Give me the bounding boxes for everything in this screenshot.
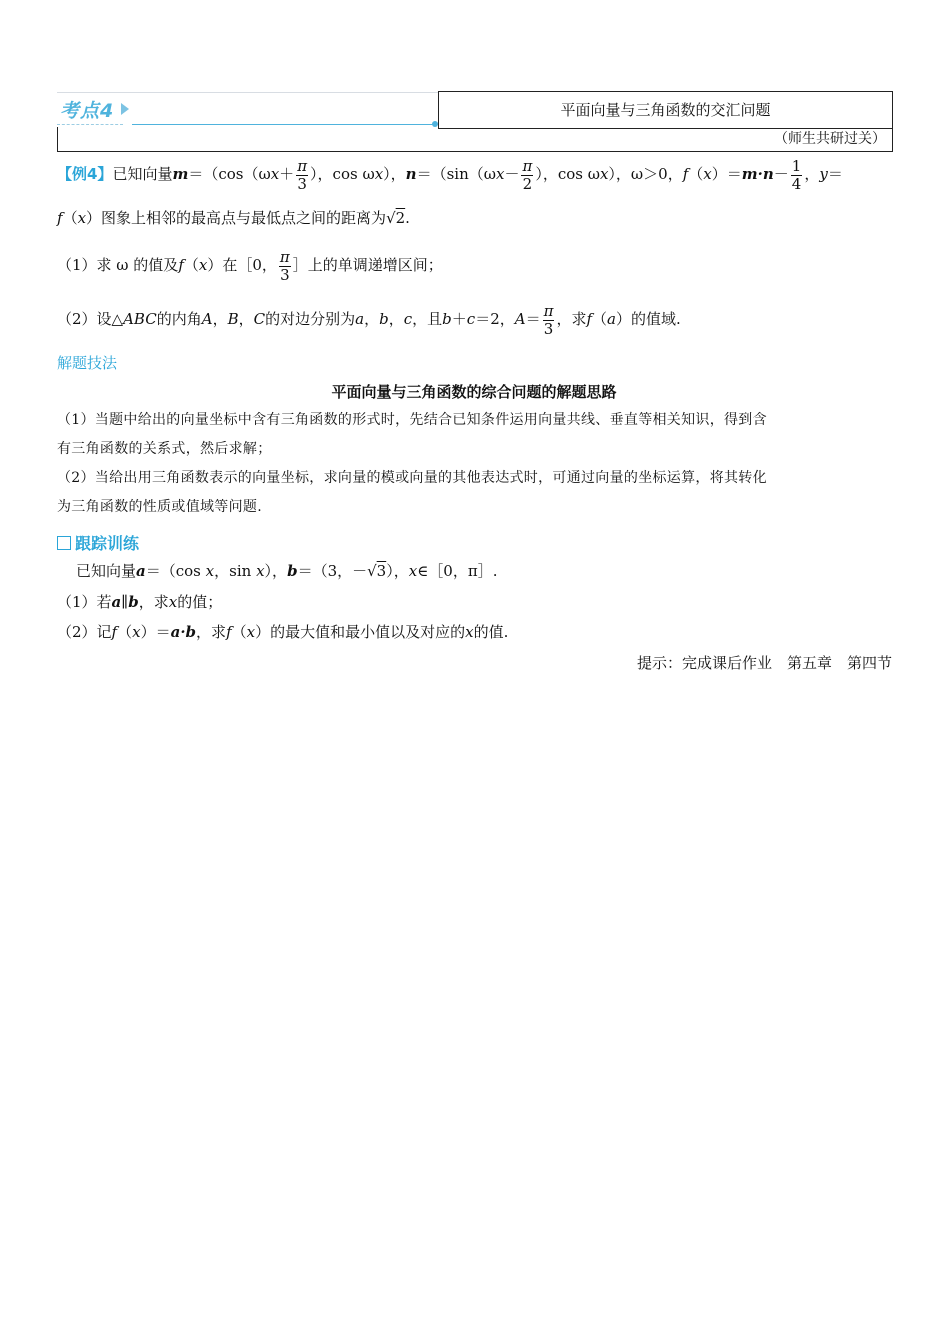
practice-question-2 xyxy=(57,620,508,644)
text: ）的最大值和最小值以及对应的 xyxy=(255,623,466,641)
func-f: f xyxy=(682,165,689,183)
var-x: x xyxy=(132,623,141,641)
var-x: x xyxy=(270,165,280,183)
text: 已知向量 xyxy=(76,562,137,580)
radicand: 3 xyxy=(376,562,387,580)
denominator: 3 xyxy=(543,319,554,338)
parallel-symbol: ∥ xyxy=(121,593,129,611)
numerator: π xyxy=(522,157,533,175)
var-x: x xyxy=(168,593,178,611)
text: ）图象上相邻的最高点与最低点之间的距离为 xyxy=(86,209,387,227)
text: （1）若 xyxy=(57,593,112,611)
text: ， xyxy=(212,310,228,328)
vector-n: n xyxy=(405,165,417,183)
text: ，求 xyxy=(556,310,587,328)
text: ∈［0，π］. xyxy=(417,562,498,580)
var-c: c xyxy=(466,310,476,328)
denominator: 3 xyxy=(280,265,290,284)
text: ，且 xyxy=(412,310,443,328)
numerator: π xyxy=(279,248,290,266)
text: . xyxy=(405,209,410,227)
text: ， xyxy=(388,310,404,328)
text: 的值； xyxy=(177,593,223,611)
vector-a: a xyxy=(111,593,122,611)
topic-header xyxy=(57,92,438,127)
practice-label: 跟踪训练 xyxy=(75,534,140,553)
checkbox-square-icon xyxy=(57,536,71,550)
var-a: a xyxy=(355,310,365,328)
example-line-1 xyxy=(57,152,843,196)
practice-question-1 xyxy=(57,590,222,614)
radical-sign: √ xyxy=(386,209,396,227)
radicand: 2 xyxy=(395,209,406,227)
var-C: C xyxy=(253,310,266,328)
numerator: π xyxy=(297,157,308,175)
example-line-2 xyxy=(57,205,410,231)
text: （ xyxy=(688,165,704,183)
var-x: x xyxy=(408,562,418,580)
text: ），cos ω xyxy=(310,165,375,183)
var-y: y xyxy=(819,165,828,183)
example-question-1 xyxy=(57,243,443,287)
text: 的值. xyxy=(473,623,509,641)
text: ＋ xyxy=(279,165,295,183)
text: ］上的单调递增区间； xyxy=(292,256,443,274)
text: － xyxy=(773,165,789,183)
var-x: x xyxy=(465,623,474,641)
text: ， xyxy=(804,165,820,183)
subtitle-row xyxy=(57,127,893,152)
text: （2）记 xyxy=(57,623,112,641)
fraction-pi-2 xyxy=(521,158,533,192)
var-x: x xyxy=(256,562,265,580)
var-B: B xyxy=(227,310,239,328)
text: ，sin xyxy=(214,562,252,580)
var-b: b xyxy=(379,310,389,328)
vector-b: b xyxy=(287,562,298,580)
method-p1-line-1: （1）当题中给出的向量坐标中含有三角函数的形式时，先结合已知条件运用向量共线、垂直等相关知识，得到含 xyxy=(57,412,767,428)
text: ）＝ xyxy=(140,623,171,641)
var-x: x xyxy=(198,256,208,274)
var-x: x xyxy=(77,209,87,227)
example-question-2 xyxy=(57,297,681,341)
text: ）的值域. xyxy=(616,310,681,328)
play-triangle-icon xyxy=(121,103,129,115)
text: ＋ xyxy=(451,310,467,328)
text: （2）设△ xyxy=(57,310,124,328)
fraction-pi-3 xyxy=(543,303,555,337)
dot-product: m·n xyxy=(741,165,774,183)
topic-label: 考点4 xyxy=(60,100,115,122)
text: ）， xyxy=(386,562,409,580)
text: ，求 xyxy=(138,593,169,611)
subtitle: （师生共研过关） xyxy=(774,131,886,147)
denominator: 4 xyxy=(791,174,802,193)
text: ＝ xyxy=(525,310,541,328)
practice-heading xyxy=(57,532,139,556)
text: ＝（sin（ω xyxy=(416,165,496,183)
func-f: f xyxy=(586,310,593,328)
text: （1）求 ω 的值及 xyxy=(57,256,179,274)
text: ＝（3，－ xyxy=(297,562,368,580)
example-tag: 【例4】 xyxy=(57,165,113,183)
var-x: x xyxy=(374,165,384,183)
func-f: f xyxy=(111,623,118,641)
practice-line-1 xyxy=(76,559,497,583)
homework-hint: 提示：完成课后作业 第五章 第四节 xyxy=(636,654,892,672)
var-A: A xyxy=(514,310,526,328)
numerator: 1 xyxy=(791,157,802,175)
text: ＝（cos（ω xyxy=(188,165,271,183)
method-title: 平面向量与三角函数的综合问题的解题思路 xyxy=(331,383,617,401)
text: （ xyxy=(183,256,199,274)
numerator: π xyxy=(543,302,554,320)
text: ， xyxy=(238,310,254,328)
func-f: f xyxy=(178,256,184,274)
func-f: f xyxy=(57,209,63,227)
text: （ xyxy=(592,310,608,328)
triangle-abc: ABC xyxy=(123,310,157,328)
text: 已知向量 xyxy=(112,165,173,183)
var-A: A xyxy=(201,310,213,328)
text: ）在［0， xyxy=(207,256,277,274)
var-x: x xyxy=(703,165,712,183)
vector-b: b xyxy=(128,593,139,611)
func-f: f xyxy=(226,623,232,641)
text: 的内角 xyxy=(156,310,202,328)
var-c: c xyxy=(403,310,413,328)
text: ）＝ xyxy=(711,165,742,183)
var-x: x xyxy=(205,562,215,580)
var-x: x xyxy=(599,165,609,183)
method-p2-line-1: （2）当给出用三角函数表示的向量坐标，求向量的模或向量的其他表达式时，可通过向量的坐标运算，将其转化 xyxy=(57,470,767,486)
fraction-pi-3 xyxy=(296,158,308,192)
fraction-1-4 xyxy=(791,158,803,192)
denominator: 2 xyxy=(522,174,533,193)
method-p2-line-2: 为三角函数的性质或值域等问题. xyxy=(57,499,262,515)
method-p1-line-2: 有三角函数的关系式，然后求解； xyxy=(57,441,272,457)
dot-product: a·b xyxy=(170,623,197,641)
text: ，求 xyxy=(196,623,227,641)
method-label: 解题技法 xyxy=(57,354,118,372)
vector-m: m xyxy=(172,165,189,183)
text: ）， xyxy=(383,165,406,183)
topic-title: 平面向量与三角函数的交汇问题 xyxy=(438,91,893,129)
var-b: b xyxy=(442,310,452,328)
text: （ xyxy=(62,209,78,227)
text: 的对边分别为 xyxy=(265,310,356,328)
text: ＝ xyxy=(827,165,843,183)
text: （ xyxy=(231,623,247,641)
radical-sign: √ xyxy=(367,562,377,580)
var-a: a xyxy=(607,310,616,328)
fraction-pi-3 xyxy=(279,249,291,283)
text: （ xyxy=(117,623,133,641)
var-x: x xyxy=(495,165,505,183)
text: ＝2， xyxy=(475,310,515,328)
text: ）， xyxy=(264,562,288,580)
header-rule xyxy=(132,124,434,125)
text: ），cos ω xyxy=(535,165,600,183)
text: ），ω＞0， xyxy=(608,165,683,183)
var-x: x xyxy=(246,623,256,641)
vector-a: a xyxy=(136,562,146,580)
dashed-underline xyxy=(57,124,123,125)
text: ， xyxy=(364,310,380,328)
text: ＝（cos xyxy=(145,562,201,580)
text: － xyxy=(504,165,520,183)
denominator: 3 xyxy=(297,174,307,193)
